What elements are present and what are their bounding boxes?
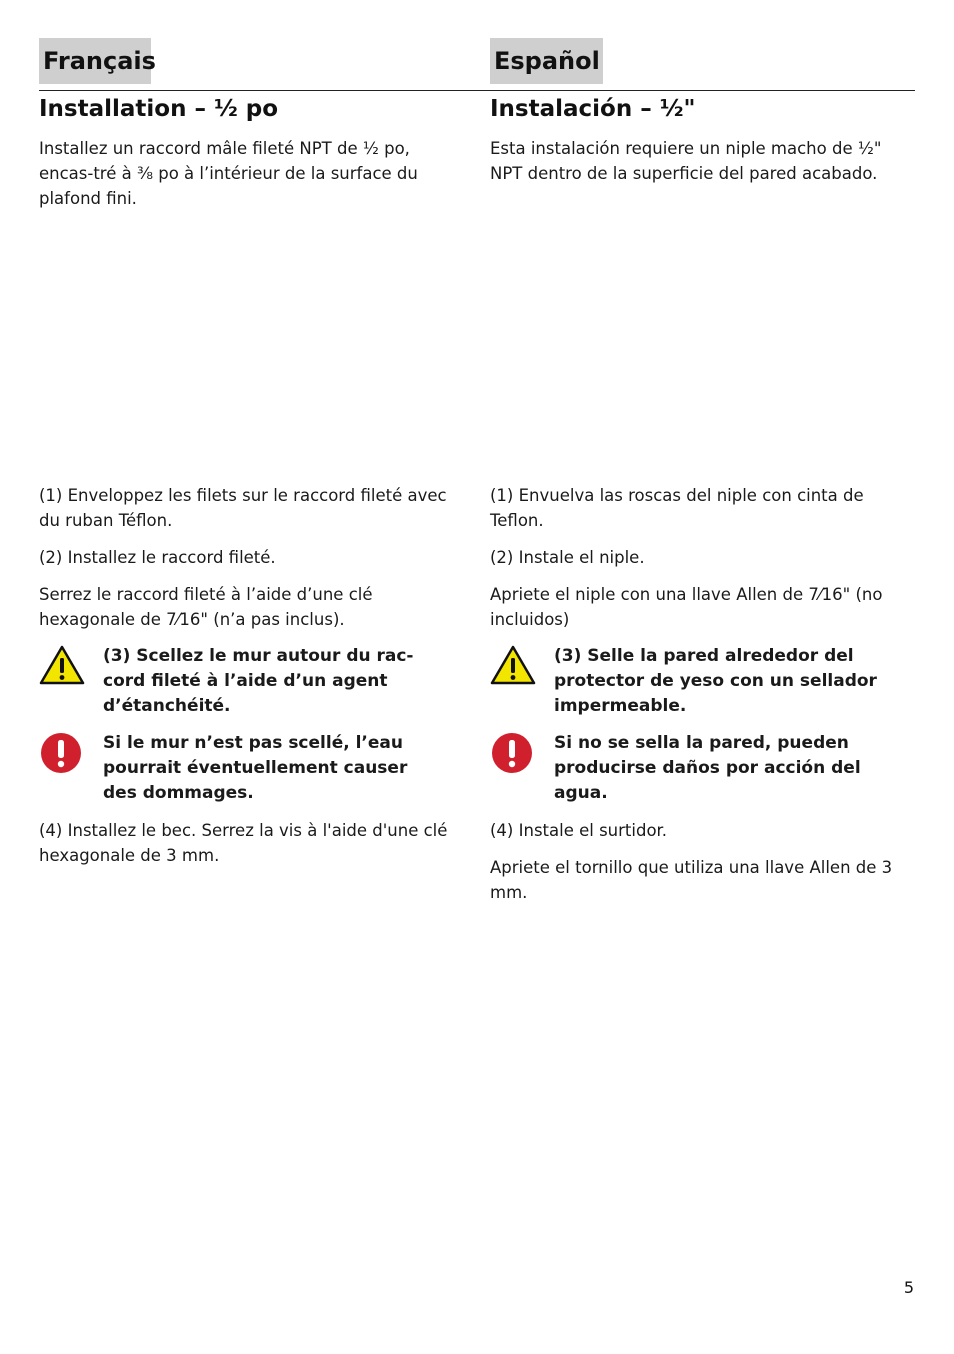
tighten-text-spanish: Apriete el niple con una llave Allen de 7⁄16" (no incluidos) bbox=[490, 585, 883, 629]
steps-french bbox=[39, 483, 469, 880]
exclamation-circle-icon bbox=[39, 731, 103, 775]
language-tab-spanish: Español bbox=[490, 38, 603, 84]
section-heading-french: Installation – ½ po bbox=[39, 96, 279, 122]
step-2-spanish: (2) Instale el niple. bbox=[490, 548, 645, 567]
warning-notice-spanish bbox=[490, 644, 915, 719]
page-number: 5 bbox=[903, 1278, 914, 1297]
warning-text-french: (3) Scellez le mur autour du rac-cord fileté à l’aide d’un agent d’étanchéité. bbox=[103, 646, 414, 716]
intro-text-french: Installez un raccord mâle fileté NPT de ½ po, encas-tré à ⅜ po à l’intérieur de la surface du plafond fini. bbox=[39, 139, 418, 208]
steps-spanish bbox=[490, 483, 915, 917]
step-1-french: (1) Enveloppez les filets sur le raccord fileté avec du ruban Téflon. bbox=[39, 486, 447, 530]
caution-text-spanish: Si no se sella la pared, pueden producirse daños por acción del agua. bbox=[554, 733, 861, 803]
step-1-spanish: (1) Envuelva las roscas del niple con cinta de Teflon. bbox=[490, 486, 864, 530]
tighten-text-french: Serrez le raccord fileté à l’aide d’une clé hexagonale de 7⁄16" (n’a pas inclus). bbox=[39, 585, 373, 629]
warning-triangle-icon bbox=[39, 644, 103, 686]
tighten-screw-text-spanish: Apriete el tornillo que utiliza una llave Allen de 3 mm. bbox=[490, 858, 893, 902]
section-heading-spanish: Instalación – ½" bbox=[490, 96, 696, 122]
warning-text-spanish: (3) Selle la pared alrededor del protector de yeso con un sellador impermeable. bbox=[554, 646, 877, 716]
warning-triangle-icon bbox=[490, 644, 554, 686]
caution-text-french: Si le mur n’est pas scellé, l’eau pourrait éventuellement causer des dommages. bbox=[103, 733, 408, 803]
exclamation-circle-icon bbox=[490, 731, 554, 775]
caution-notice-spanish bbox=[490, 731, 915, 806]
step-2-french: (2) Installez le raccord fileté. bbox=[39, 548, 276, 567]
caution-notice-french bbox=[39, 731, 469, 806]
step-4-french: (4) Installez le bec. Serrez la vis à l'aide d'une clé hexagonale de 3 mm. bbox=[39, 821, 448, 865]
warning-notice-french bbox=[39, 644, 469, 719]
step-4-spanish: (4) Instale el surtidor. bbox=[490, 821, 668, 840]
header-rule bbox=[39, 90, 915, 91]
language-tab-french: Français bbox=[39, 38, 151, 84]
intro-text-spanish: Esta instalación requiere un niple macho de ½" NPT dentro de la superficie del pared acabado. bbox=[490, 139, 882, 183]
